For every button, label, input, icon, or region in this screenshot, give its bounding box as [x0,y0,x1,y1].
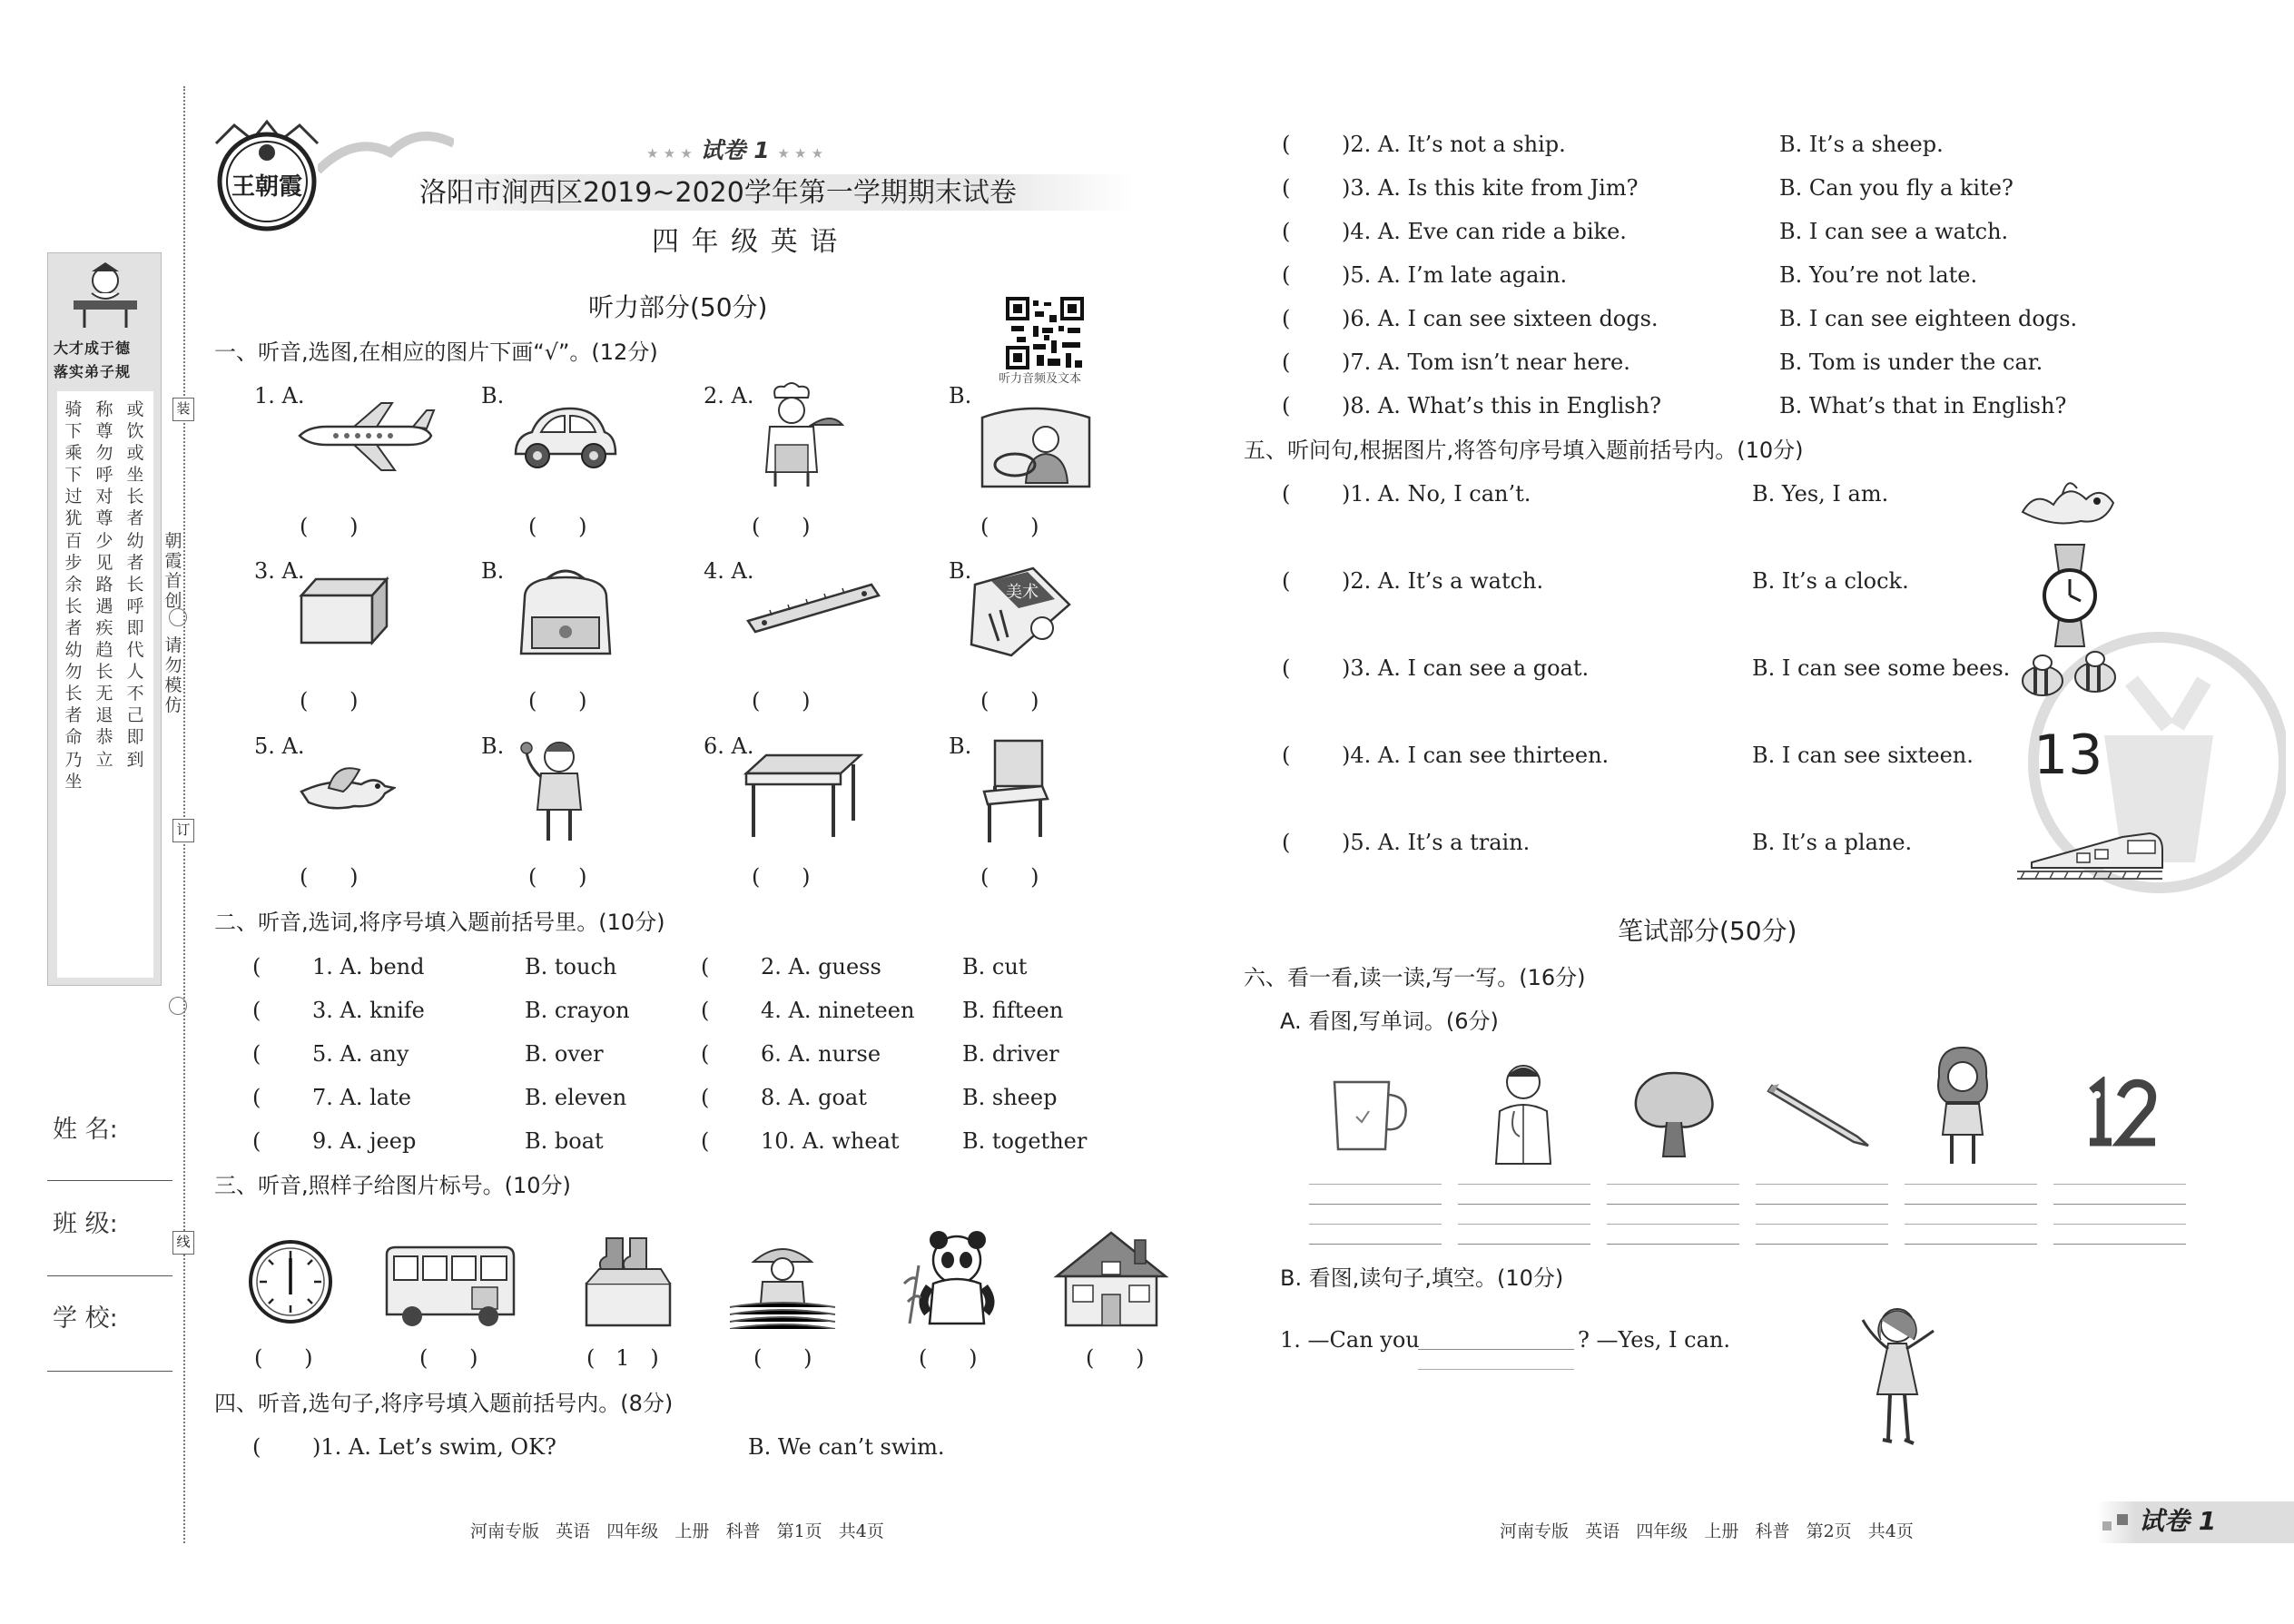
sec2-item-2b: B. cut [962,954,1028,979]
cut-mark-3: 线 [172,1231,194,1255]
rules-text [57,391,153,978]
farmer-picture [726,1235,839,1329]
q2a-answer[interactable]: ( ) [752,514,811,539]
sec4-open-paren[interactable]: ( [1282,262,1291,288]
sec2-item-5a: 5. A. any [312,1041,409,1067]
sec6-q1-left: 1. —Can you [1280,1327,1420,1353]
write-line-1a [1309,1184,1442,1185]
sec3-answer-5[interactable]: ( ) [919,1345,978,1371]
tree-picture [1630,1069,1718,1158]
sec2-item-7a: 7. A. late [312,1085,411,1110]
sec4-open-paren[interactable]: ( [1282,306,1291,331]
sec5-item-4b: B. I can see sixteen. [1752,743,1974,768]
q2-label: 2. A. [704,383,754,408]
sec2-item-6a: 6. A. nurse [761,1041,881,1067]
sec4-item-4b: B. I can see a watch. [1779,219,2009,244]
write-line-3a [1607,1184,1739,1185]
rules-column-1: 骑下乘下过犹百步余长者幼勿长者命乃坐 [64,399,83,792]
sec5-item-2b: B. It’s a clock. [1752,568,1909,594]
scholar-figure-icon [64,261,146,333]
sec5-item-3b: B. I can see some bees. [1752,655,2011,681]
panda-picture [901,1229,1000,1331]
rules-column-3: 或饮或坐长者幼者长呼即代人不己即到 [126,399,144,770]
footer-page1: 河南专版 英语 四年级 上册 科普 第1页 共4页 [470,1521,884,1541]
write-line-5b[interactable] [1905,1204,2037,1205]
sec2-item-9b: B. boat [525,1128,604,1154]
sec5-item-1a: )1. A. No, I can’t. [1342,481,1531,507]
sec4-open-paren[interactable]: ( [1282,132,1291,157]
corner-badge: 试卷 1 [2139,1506,2217,1536]
write-line-3b[interactable] [1607,1204,1739,1205]
sec4-item-3b: B. Can you fly a kite? [1779,175,2013,201]
sec4-open-paren[interactable]: ( [1282,393,1291,418]
sec2-item-3a: 3. A. knife [312,998,425,1023]
motto-line-1: 大才成于德 [54,340,132,357]
sec3-answer-6[interactable]: ( ) [1086,1345,1145,1371]
write-line-3c [1607,1224,1739,1225]
sec4-item-8a: )8. A. What’s this in English? [1342,393,1661,418]
book-label: 美术 [1006,583,1039,602]
q5a-answer[interactable]: ( ) [300,864,359,890]
sec2-item-4b: B. fifteen [962,998,1064,1023]
sec2-title: 二、听音,选词,将序号填入题前括号里。(10分) [214,910,665,935]
write-line-4d [1756,1244,1888,1245]
sec4-item-5a: )5. A. I’m late again. [1342,262,1568,288]
q3a-answer[interactable]: ( ) [300,688,359,714]
sec3-answer-1[interactable]: ( ) [254,1345,313,1371]
sec4-item-4a: )4. A. Eve can ride a bike. [1342,219,1627,244]
bird-picture [296,761,396,824]
driver-picture [979,399,1093,490]
sec3-answer-2[interactable]: ( ) [419,1345,478,1371]
sec2-item-3b: B. crayon [525,998,630,1023]
bees-picture [2015,645,2124,703]
sec4-open-paren[interactable]: ( [1282,175,1291,201]
q5-label: 5. A. [254,733,305,759]
sec3-answer-3: ( 1 ) [586,1345,659,1371]
write-line-2c [1458,1224,1590,1225]
sec4-item-8b: B. What’s that in English? [1779,393,2067,418]
sec6-partB: B. 看图,读句子,填空。(10分) [1280,1265,1564,1291]
sec2-item-8a: 8. A. goat [761,1085,867,1110]
sec5-open-paren[interactable]: ( [1282,568,1291,594]
write-line-3d [1607,1244,1739,1245]
sec1-title: 一、听音,选图,在相应的图片下画“√”。(12分) [214,340,658,365]
ruler-picture [744,581,882,635]
write-line-1d [1309,1244,1442,1245]
school-label: 学 校: [53,1304,118,1333]
sec5-title: 五、听问句,根据图片,将答句序号填入题前括号内。(10分) [1244,438,1804,463]
girl-picture [1930,1046,1995,1167]
qr-code-icon[interactable] [1004,295,1086,371]
name-field[interactable] [47,1180,172,1181]
pencil-picture [1767,1077,1879,1149]
sec5-open-paren[interactable]: ( [1282,481,1291,507]
sec5-item-3a: )3. A. I can see a goat. [1342,655,1590,681]
sec2-item-10a: 10. A. wheat [761,1128,900,1154]
sec4-open-paren[interactable]: ( [1282,219,1291,244]
rules-column-2: 称尊勿呼对尊少见路遇疾趋长无退恭立 [95,399,113,770]
sec4-item-6b: B. I can see eighteen dogs. [1779,306,2078,331]
box-picture [298,574,390,646]
watch-picture [2033,541,2106,650]
write-line-4a [1756,1184,1888,1185]
sec2-open-paren[interactable]: ( [701,1085,710,1110]
desk-picture [743,750,864,841]
q6a-answer[interactable]: ( ) [752,864,811,890]
q6b-label: B. [949,733,972,759]
sec4-item-3a: )3. A. Is this kite from Jim? [1342,175,1639,201]
write-line-5a [1905,1184,2037,1185]
write-line-2a [1458,1184,1590,1185]
twelve-picture [2079,1077,2161,1151]
binding-dotted-line [183,86,185,1543]
sec2-item-6b: B. driver [962,1041,1059,1067]
dancing-girl-picture [1857,1304,1939,1458]
sec2-open-paren[interactable]: ( [252,1128,261,1154]
sec4-item-2b: B. It’s a sheep. [1779,132,1944,157]
sec2-open-paren[interactable]: ( [252,1041,261,1067]
sec2-item-9a: 9. A. jeep [312,1128,417,1154]
rules-panel [47,252,162,986]
sec2-item-7b: B. eleven [525,1085,627,1110]
class-field[interactable] [47,1275,172,1276]
sec5-open-paren[interactable]: ( [1282,830,1291,855]
sec2-item-1b: B. touch [525,954,617,979]
q1-label: 1. A. [254,383,305,408]
cut-mark-1: 装 [172,398,194,421]
sec2-open-paren[interactable]: ( [701,998,710,1023]
boy-picture [516,735,603,844]
q2b-answer[interactable]: ( ) [980,514,1039,539]
sec2-item-4a: 4. A. nineteen [761,998,915,1023]
smiley-icon [169,608,187,626]
sec5-open-paren[interactable]: ( [1282,655,1291,681]
sec2-open-paren[interactable]: ( [701,1041,710,1067]
sec2-open-paren[interactable]: ( [252,1085,261,1110]
write-line-1b[interactable] [1309,1204,1442,1205]
sec2-item-5b: B. over [525,1041,604,1067]
q2b-label: B. [949,383,972,408]
sec4-item-2a: )2. A. It’s not a ship. [1342,132,1566,157]
sec6-q1-guide [1418,1369,1574,1370]
sec4-open-paren[interactable]: ( [1282,349,1291,375]
bus-picture [381,1244,517,1329]
write-line-1c [1309,1224,1442,1225]
motto-line-2: 落实弟子规 [54,363,132,380]
sec2-open-paren[interactable]: ( [252,954,261,979]
sec4-item-7a: )7. A. Tom isn’t near here. [1342,349,1630,375]
sec5-item-5b: B. It’s a plane. [1752,830,1913,855]
write-line-2d [1458,1244,1590,1245]
side-note-1: 朝霞首创 [164,531,182,611]
sec4-item-7b: B. Tom is under the car. [1779,349,2043,375]
sec5-item-1b: B. Yes, I am. [1752,481,1889,507]
house-picture [1053,1227,1169,1331]
cook-picture [744,381,844,488]
sec6-q1-blank[interactable] [1418,1349,1574,1350]
exam-badge: ★ ★ ★ 试卷 1 ★ ★ ★ [646,137,824,163]
sec5-item-2a: )2. A. It’s a watch. [1342,568,1544,594]
sec5-open-paren[interactable]: ( [1282,743,1291,768]
number-13-picture: 13 [2033,723,2103,787]
write-line-2b[interactable] [1458,1204,1590,1205]
qr-caption: 听力音频及文本 [999,372,1082,386]
write-line-6c [2053,1224,2186,1225]
cup-picture [1329,1077,1411,1153]
brand-logo-icon [207,116,327,236]
exam-badge-text: 试卷 1 [700,137,770,163]
q3b-answer[interactable]: ( ) [528,688,587,714]
q6b-answer[interactable]: ( ) [980,864,1039,890]
sec5-item-5a: )5. A. It’s a train. [1342,830,1531,855]
sec2-item-1a: 1. A. bend [312,954,425,979]
sec3-answer-4[interactable]: ( ) [753,1345,812,1371]
write-line-4b[interactable] [1756,1204,1888,1205]
q4b-answer[interactable]: ( ) [980,688,1039,714]
class-label: 班 级: [53,1210,118,1238]
sec4-item-1b: B. We can’t swim. [748,1434,945,1460]
smiley-icon-2 [169,997,187,1015]
sec2-open-paren[interactable]: ( [252,998,261,1023]
clock-picture [247,1238,334,1325]
writing-title: 笔试部分(50分) [1618,916,1797,946]
corner-square-1 [2102,1521,2112,1530]
ribbon-decoration [318,116,454,180]
logo-text: 王朝霞 [231,173,303,201]
corner-square-2 [2117,1514,2128,1525]
write-line-6a [2053,1184,2186,1185]
name-label: 姓 名: [53,1116,118,1144]
school-field[interactable] [47,1371,172,1372]
sec5-item-4a: )4. A. I can see thirteen. [1342,743,1610,768]
write-line-4c [1756,1224,1888,1225]
write-line-6b[interactable] [2053,1204,2186,1205]
side-note-2: 请勿模仿 [164,635,182,715]
sec6-q1-right: ? —Yes, I can. [1578,1327,1730,1353]
train-picture [2013,821,2166,886]
listening-title: 听力部分(50分) [588,292,768,322]
dragon-picture [2017,472,2119,532]
sec4-title: 四、听音,选句子,将序号填入题前括号内。(8分) [214,1391,674,1416]
q3b-label: B. [481,558,505,584]
sec6-title: 六、看一看,读一读,写一写。(16分) [1244,965,1586,990]
schoolbag-picture [514,565,617,657]
sec2-open-paren[interactable]: ( [701,1128,710,1154]
sec4-item-1a: )1. A. Let’s swim, OK? [312,1434,556,1460]
sec4-item-6a: )6. A. I can see sixteen dogs. [1342,306,1659,331]
q1a-answer[interactable]: ( ) [300,514,359,539]
footer-page2: 河南专版 英语 四年级 上册 科普 第2页 共4页 [1500,1521,1914,1541]
write-line-6d [2053,1244,2186,1245]
car-picture [510,399,619,474]
q1b-answer[interactable]: ( ) [528,514,587,539]
chair-picture [977,735,1051,846]
q5b-label: B. [481,733,505,759]
q4a-answer[interactable]: ( ) [752,688,811,714]
q4-label: 4. A. [704,558,754,584]
sec2-open-paren[interactable]: ( [701,954,710,979]
write-line-5d [1905,1244,2037,1245]
sec2-item-10b: B. together [962,1128,1088,1154]
q5b-answer[interactable]: ( ) [528,864,587,890]
q1b-label: B. [481,383,505,408]
q4b-label: B. [949,558,972,584]
exam-subtitle: 四 年 级 英 语 [652,226,840,258]
doctor-picture [1487,1058,1560,1166]
q6-label: 6. A. [704,733,754,759]
sec2-item-8b: B. sheep [962,1085,1058,1110]
exam-title: 洛阳市涧西区2019~2020学年第一学期期末试卷 [419,177,1017,209]
sec6-partA: A. 看图,写单词。(6分) [1280,1009,1499,1034]
q3-label: 3. A. [254,558,305,584]
sec4-item-5b: B. You’re not late. [1779,262,1978,288]
sec2-item-2a: 2. A. guess [761,954,881,979]
cut-mark-2: 订 [172,819,194,842]
write-line-5c [1905,1224,2037,1225]
sec3-title: 三、听音,照样子给图片标号。(10分) [214,1173,571,1198]
book-picture [968,565,1073,659]
boots-picture [583,1233,674,1329]
airplane-picture [290,399,436,472]
sec4-open-paren[interactable]: ( [252,1434,261,1460]
